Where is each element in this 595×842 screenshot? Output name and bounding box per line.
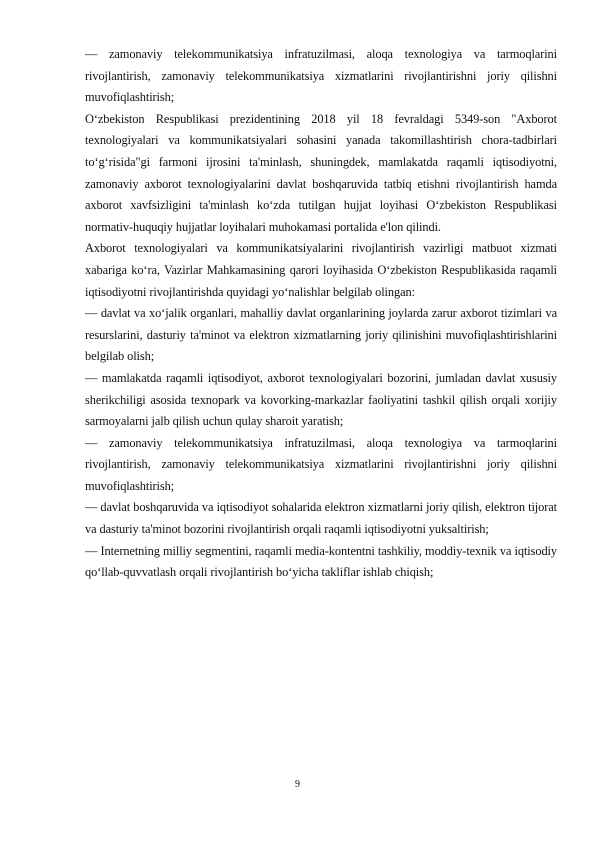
document-body xyxy=(85,44,557,584)
paragraph-8: — Internetning milliy segmentini, raqamli media-kontentni tashkiliy, moddiy-texnik va iqtisodiy qo‘llab-quvvatlash orqali rivojlantirish bo‘yicha takliflar ishlab chiqish; xyxy=(85,543,557,580)
page-number: 9 xyxy=(295,779,300,790)
paragraph-4: — davlat va xo‘jalik organlari, mahalliy davlat organlarining joylarda zarur axborot tizimlari va resurslarini, dasturiy ta'minot va elektron xizmatlarning joriy qilinishini muvofiqlashtirishlarini belgilab olish; xyxy=(85,306,557,364)
paragraph-3: Axborot texnologiyalari va kommunikatsiyalarini rivojlantirish vazirligi matbuot xizmati xabariga ko‘ra, Vazirlar Mahkamasining qarori loyihasida O‘zbekiston Respublikasida raqamli iqtisodiyotni rivojlantirishda quyidagi yo‘nalishlar belgilab olingan: xyxy=(85,241,557,299)
paragraph-5: — mamlakatda raqamli iqtisodiyot, axborot texnologiyalari bozorini, jumladan davlat xususiy sherikchiligi asosida texnopark va kovorking-markazlar faoliyatini tashkil qilish orqali xorijiy sarmoyalarni jalb qilish uchun qulay sharoit yaratish; xyxy=(85,370,557,429)
paragraph-1: — zamonaviy telekommunikatsiya infratuzilmasi, aloqa texnologiya va tarmoqlarini rivojlantirish, zamonaviy telekommunikatsiya xizmatlarini rivojlantirishni joriy qilishni muvofiqlashtirish; xyxy=(85,47,557,105)
paragraph-2: O‘zbekiston Respublikasi prezidentining 2018 yil 18 fevraldagi 5349-son "Axborot texnologiyalari va kommunikatsiyalari sohasini yanada takomillashtirish chora-tadbirlari to‘g‘risida"gi farmoni ijrosini ta'minlash, shuningdek, mamlakatda raqamli iqtisodiyotni, zamonaviy axborot texnologiyalarini davlat boshqaruvida tatbiq etishni rivojlantirish hamda axborot xavfsizligini ta'minlash ko‘zda tutilgan hujjat loyihasi O‘zbekiston Respublikasi normativ-huquqiy hujjatlar loyihalari muhokamasi portalida e'lon qilindi. xyxy=(85,111,557,234)
paragraph-6: — zamonaviy telekommunikatsiya infratuzilmasi, aloqa texnologiya va tarmoqlarini rivojlantirish, zamonaviy telekommunikatsiya xizmatlarini rivojlantirishni joriy qilishni muvofiqlashtirish; xyxy=(85,435,557,493)
paragraph-7: — davlat boshqaruvida va iqtisodiyot sohalarida elektron xizmatlarni joriy qilish, elektron tijorat va dasturiy ta'minot bozorini rivojlantirish orqali raqamli iqtisodiyotni yuksaltirish; xyxy=(85,500,557,537)
